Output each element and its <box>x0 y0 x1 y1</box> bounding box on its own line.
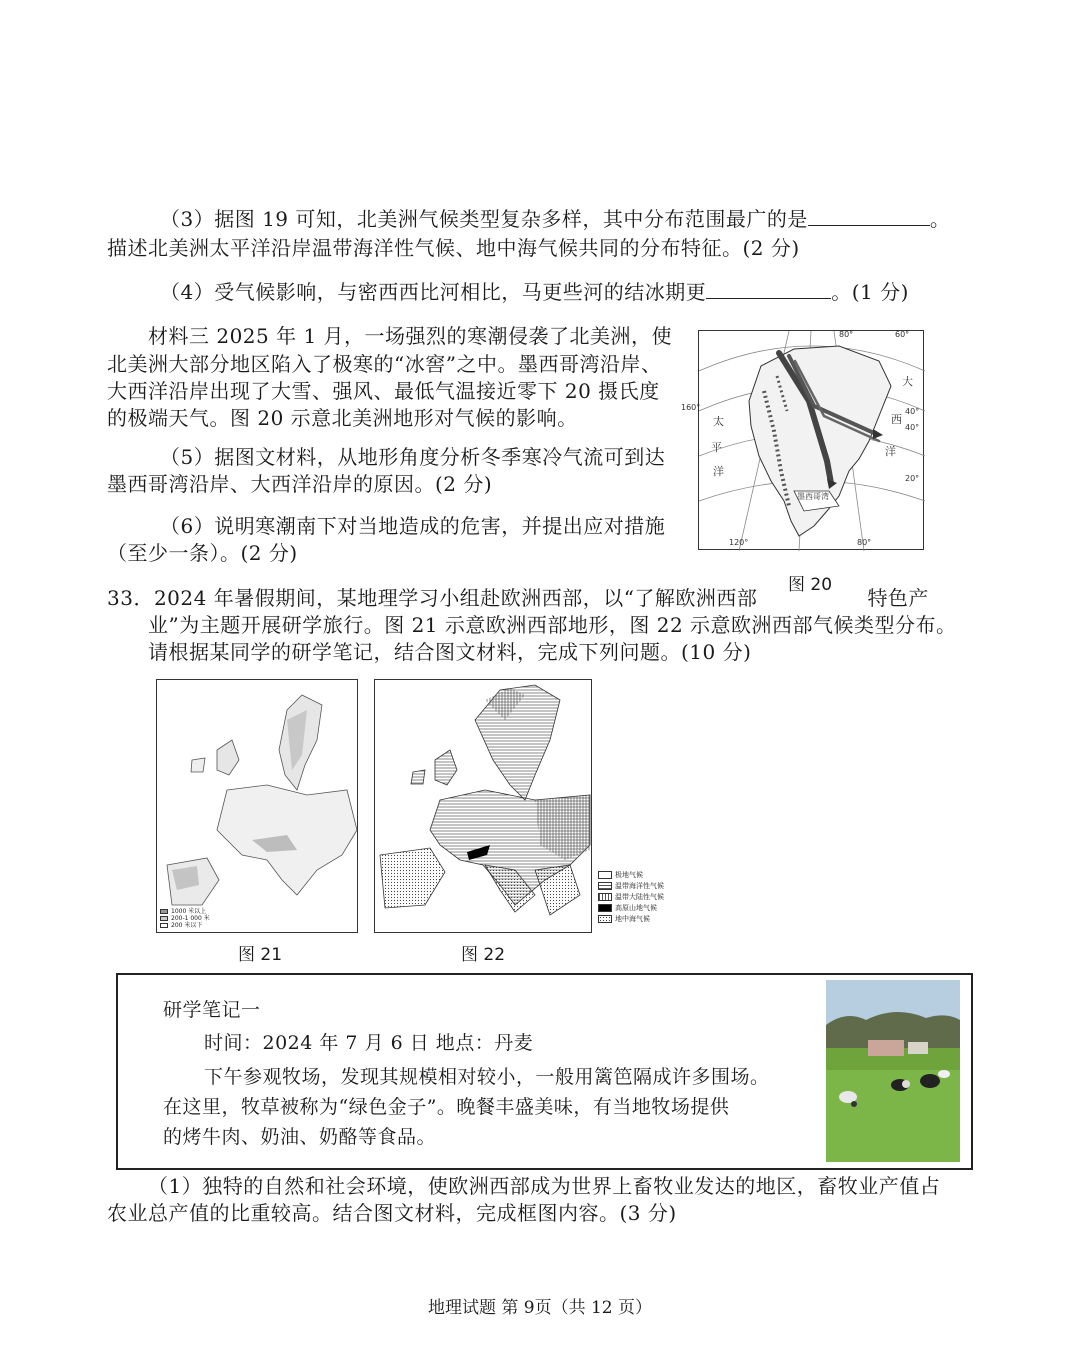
fig22-legend-item: 温带海洋性气候 <box>598 881 664 892</box>
label-120: 120° <box>729 538 749 547</box>
label-40-b: 40° <box>905 423 920 432</box>
q33-1-line1: （1）独特的自然和社会环境，使欧洲西部成为世界上畜牧业发达的地区，畜牧业产值占 <box>148 1174 941 1198</box>
figure-22-caption: 图 22 <box>461 945 506 965</box>
q33-line3: 请根据某同学的研学笔记，结合图文材料，完成下列问题。(10 分) <box>148 640 752 664</box>
fig21-legend-item: 1000 米以上 <box>160 908 210 915</box>
label-da: 大 <box>902 375 913 388</box>
q3-line1: （3）据图 19 可知，北美洲气候类型复杂多样，其中分布范围最广的是 。 <box>160 207 951 231</box>
label-160: 160° <box>681 403 701 412</box>
note-line2: 在这里，牧草被称为“绿色金子”。晚餐丰盛美味，有当地牧场提供 <box>163 1096 730 1118</box>
europe-terrain-map-graphic <box>157 680 359 934</box>
note-time-place: 时间：2024 年 7 月 6 日 地点：丹麦 <box>204 1032 534 1054</box>
figure-21-caption: 图 21 <box>238 945 283 965</box>
label-tai: 太 <box>713 415 724 428</box>
material3-line3: 大西洋沿岸出现了大雪、强风、最低气温接近零下 20 摄氏度 <box>107 379 660 403</box>
figure-21-map <box>156 679 358 933</box>
label-xi: 西 <box>891 413 902 426</box>
q33-1-line2: 农业总产值的比重较高。结合图文材料，完成框图内容。(3 分) <box>107 1201 677 1225</box>
page-footer: 地理试题 第 9页（共 12 页） <box>427 1298 653 1318</box>
figure-20-map <box>681 330 924 550</box>
label-gulf-of-mexico: 墨西哥湾 <box>797 492 829 501</box>
material3-line4: 的极端天气。图 20 示意北美洲地形对气候的影响。 <box>107 406 578 430</box>
label-20: 20° <box>905 474 920 483</box>
q33-line1: 33．2024 年暑假期间，某地理学习小组赴欧洲西部，以“了解欧洲西部 特色产 <box>107 586 929 610</box>
pasture-photo <box>826 980 960 1162</box>
north-america-map-graphic <box>699 331 925 551</box>
label-60-top: 60° <box>895 330 910 339</box>
fig22-legend-item: 高原山地气候 <box>598 903 664 914</box>
q4-line: （4）受气候影响，与密西西比河相比，马更些河的结冰期更 。(1 分) <box>160 280 909 304</box>
q4-answer-blank[interactable] <box>706 279 831 299</box>
label-ping: 平 <box>711 441 722 454</box>
label-40-a: 40° <box>905 407 920 416</box>
fig22-legend-item: 极地气候 <box>598 870 664 881</box>
q3-answer-blank[interactable] <box>808 206 930 226</box>
figure-20-caption: 图 20 <box>788 575 833 595</box>
europe-climate-map-graphic <box>375 680 593 934</box>
q5-line2: 墨西哥湾沿岸、大西洋沿岸的原因。(2 分) <box>107 472 493 496</box>
figure-21-legend <box>160 908 210 929</box>
label-80-bottom: 80° <box>857 538 872 547</box>
fig22-legend-item: 地中海气候 <box>598 914 664 925</box>
note-line1: 下午参观牧场，发现其规模相对较小，一般用篱笆隔成许多围场。 <box>204 1066 770 1088</box>
note-title: 研学笔记一 <box>163 999 261 1021</box>
label-yang-2: 洋 <box>713 465 724 478</box>
label-yang: 洋 <box>885 445 896 458</box>
fig21-legend-item: 200 米以下 <box>160 922 210 929</box>
q3-line2: 描述北美洲太平洋沿岸温带海洋性气候、地中海气候共同的分布特征。(2 分) <box>107 236 800 260</box>
figure-22-map <box>374 679 592 933</box>
q33-line2: 业”为主题开展研学旅行。图 21 示意欧洲西部地形，图 22 示意欧洲西部气候类型分布。 <box>148 613 957 637</box>
fig21-legend-item: 200-1 000 米 <box>160 915 210 922</box>
label-80-top: 80° <box>839 330 854 339</box>
figure-22-legend <box>598 870 664 925</box>
note-line3: 的烤牛肉、奶油、奶酪等食品。 <box>163 1126 437 1148</box>
q6-line2: （至少一条）。(2 分) <box>107 541 298 565</box>
material3-line1: 材料三 2025 年 1 月，一场强烈的寒潮侵袭了北美洲，使 <box>148 324 673 348</box>
q6-line1: （6）说明寒潮南下对当地造成的危害，并提出应对措施 <box>160 514 666 538</box>
q5-line1: （5）据图文材料，从地形角度分析冬季寒冷气流可到达 <box>160 445 666 469</box>
pasture-photo-graphic <box>826 980 960 1162</box>
fig22-legend-item: 温带大陆性气候 <box>598 892 664 903</box>
material3-line2: 北美洲大部分地区陷入了极寒的“冰窖”之中。墨西哥湾沿岸、 <box>107 352 662 376</box>
